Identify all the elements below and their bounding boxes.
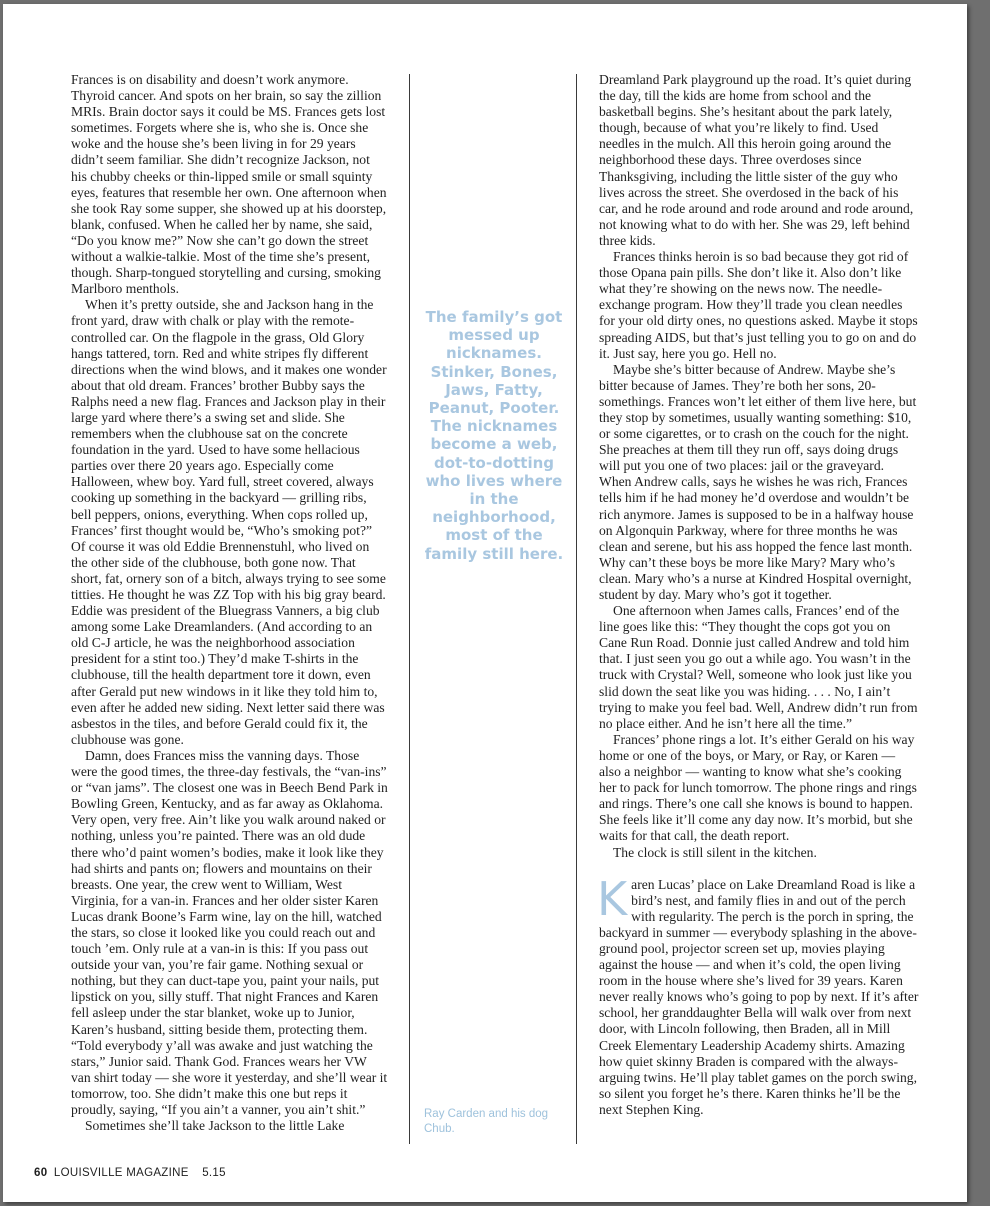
section-opening-paragraph [597, 871, 919, 1118]
article-paragraph: Damn, does Frances miss the vanning days. Those were the good times, the three-day festivals, the “van-ins” or “van jams”. The closest one was in Beech Bend Park in Bowling Green, Kentucky, and as far away as Oklahoma. Very open, very free. Ain’t like you walk around naked or nothing, unless you’re painted. There was an old dude there who’d paint women’s bodies, make it look like they had shirts and pants on; flowers and mountains on their breasts. One year, the crew went to William, West Virginia, for a van-in. Frances and her older sister Karen Lucas drank Boone’s Farm wine, lay on the hill, watched the stars, so close it looked like you could reach out and touch ’em. Only rule at a van-in is this: If you pass out outside your van, you’re fair game. Nothing sexual or nothing, but they can duct-tape you, paint your nails, put lipstick on you, silly stuff. That night Frances and Karen fell asleep under the star blanket, woke up to Junior, Karen’s husband, sitting beside them, protecting them. “Told everybody y’all was awake and just watching the stars,” Junior said. Thank God. Frances wears her VW van shirt today — she wore it yesterday, and she’ll wear it tomorrow, too. She didn’t make this one but reps it proudly, saying, “If you ain’t a vanner, you ain’t shit.” [71, 747, 388, 1117]
article-paragraph: Frances is on disability and doesn’t work anymore. Thyroid cancer. And spots on her brain, so say the zillion MRIs. Brain doctor says it could be MS. Frances gets lost sometimes. Forgets where she is, who she is. Once she woke and the house she’s been living in for 29 years didn’t seem familiar. She didn’t recognize Jackson, not his chubby cheeks or thin-lipped smile or small squinty eyes, features that resemble her own. One afternoon when she took Ray some supper, she showed up at his doorstep, blank, confused. When he called her by name, she said, “Do you know me?” Now she can’t go down the street without a walkie-talkie. Most of the time she’s present, though. Sharp-tongued storytelling and cursing, smoking Marlboro menthols. [71, 72, 387, 297]
article-paragraph: Frances’ phone rings a lot. It’s either Gerald on his way home or one of the boys, or Mary, or Ray, or Karen — also a neighbor — wanting to know what she’s cooking her to pack for lunch tomorrow. The phone rings and rings and rings. There’s one call she knows is bound to happen. She feels like it’ll come any day now. It’s morbid, but she waits for that call, the death report. [599, 731, 917, 844]
pull-quote: The family’s got messed up nicknames. Stinker, Bones, Jaws, Fatty, Peanut, Pooter. The nicknames become a web, dot-to-dotting who lives where in the neighborhood, most of the family still here. [424, 308, 564, 563]
page-footer [34, 1167, 226, 1179]
section-opening-text: aren Lucas’ place on Lake Dreamland Road is like a bird’s nest, and family flies in and out of the perch with regularity. The perch is the porch in spring, the backyard in summer — everybody splashing in the above-ground pool, projector screen set up, movies playing against the house — and when it’s cold, the open living room in the house where she’s lived for 39 years. Karen never really knows who’s going to pop by next. If it’s after school, her granddaughter Bella will walk over from next door, with Lincoln following, then Braden, all in Mill Creek Elementary Leadership Academy shirts. Amazing how quiet skinny Braden is compared with the always-arguing twins. He’ll play tablet games on the porch swing, so silent you forget he’s there. Karen thinks he’ll be the next Stephen King. [599, 876, 919, 1117]
article-paragraph: Frances thinks heroin is so bad because they got rid of those Opana pain pills. She don’t like it. Also don’t like what they’re showing on the news now. The needle-exchange program. How they’ll trade you clean needles for your old dirty ones, no questions asked. Maybe it stops spreading AIDS, but that’s just telling you to go on and do it. Just say, here you go. Hell no. [599, 249, 918, 361]
issue-date: 5.15 [202, 1167, 226, 1179]
left-article-column [71, 72, 389, 1134]
column-divider-left [409, 74, 410, 1144]
publication-name: LOUISVILLE MAGAZINE [53, 1167, 189, 1179]
photo-caption: Ray Carden and his dog Chub. [424, 1108, 549, 1135]
article-paragraph: Maybe she’s bitter because of Andrew. Maybe she’s bitter because of James. They’re both her sons, 20-somethings. Frances won’t let either of them live here, but they stop by sometimes, usually wanting something: $10, or some cigarettes, or to crash on the couch for the night. She preaches at them till they run off, says doing drugs will put you one of two places: jail or the graveyard. When Andrew calls, says he wishes he was rich, Frances tells him if he had money he’d overdose and wouldn’t be rich anymore. James is supposed to be in a halfway house on Algonquin Parkway, where for three months he was clean and serene, but his ass hopped the fence last month. Why can’t these boys be more like Mary? Mary who’s clean. Mary who’s a nurse at Kindred Hospital overnight, student by day. Mary who’s got it together. [599, 361, 917, 602]
article-paragraph: When it’s pretty outside, she and Jackson hang in the front yard, draw with chalk or play with the remote-controlled car. On the flagpole in the grass, Old Glory hangs tattered, torn. Red and white stripes fly different directions when the wind blows, and it makes one wonder about that old dream. Frances’ brother Bubby says the Ralphs need a new flag. Frances and Jackson play in their large yard where there’s a swing set and slide. She remembers when the clubhouse sat on the concrete foundation in the yard. Used to have some hellacious parties over there 20 years ago. Especially come Halloween, whew boy. Yard full, street covered, always cooking up something in the backyard — grilling ribs, bell peppers, onions, everything. When cops rolled up, Frances’ first thought would be, “Who’s smoking pot?” Of course it was old Eddie Brennenstuhl, who lived on the other side of the clubhouse, both gone now. That short, fat, ornery son of a bitch, always trying to see some titties. He thought he was ZZ Top with his big gray beard. Eddie was president of the Bluegrass Vanners, a big club among some Lake Dreamlanders. (And according to an old C-J article, he was the neighborhood association president for a stint too.) They’d make T-shirts in the clubhouse, till the health department tore it down, even after Gerald put new windows in it like they told him to, even after he added new siding. Next letter said there was asbestos in the tiles, and before Gerald could fix it, the clubhouse was gone. [71, 297, 387, 747]
article-paragraph: Sometimes she’ll take Jackson to the little Lake [85, 1118, 345, 1134]
page-number: 60 [34, 1167, 48, 1179]
article-paragraph: The clock is still silent in the kitchen. [613, 844, 817, 860]
column-divider-right [576, 74, 577, 1144]
article-paragraph: One afternoon when James calls, Frances’ end of the line goes like this: “They thought the cops got you on Cane Run Road. Donnie just called Andrew and told him that. I just seen you go out a while ago. You wasn’t in the truck with Crystal? Well, someone who look just like you slid down the seat like you was hiding. . . . No, I ain’t trying to make you feel bad. Well, Andrew didn’t run from no place either. And he isn’t here all the time.” [599, 603, 918, 731]
drop-cap: K [597, 871, 628, 926]
right-article-column [599, 72, 919, 1118]
article-paragraph: Dreamland Park playground up the road. It’s quiet during the day, till the kids are home from school and the basketball begins. She’s hesitant about the park lately, though, because of what you’re likely to find. Used needles in the mulch. All this heroin going around the neighborhood these days. Three overdoses since Thanksgiving, including the little sister of the guy who lives across the street. She overdosed in the back of his car, and he rode around and rode around and rode around, not knowing what to do with her. She was 29, left behind three kids. [599, 72, 914, 248]
magazine-page [3, 4, 967, 1202]
section-break [599, 861, 919, 877]
